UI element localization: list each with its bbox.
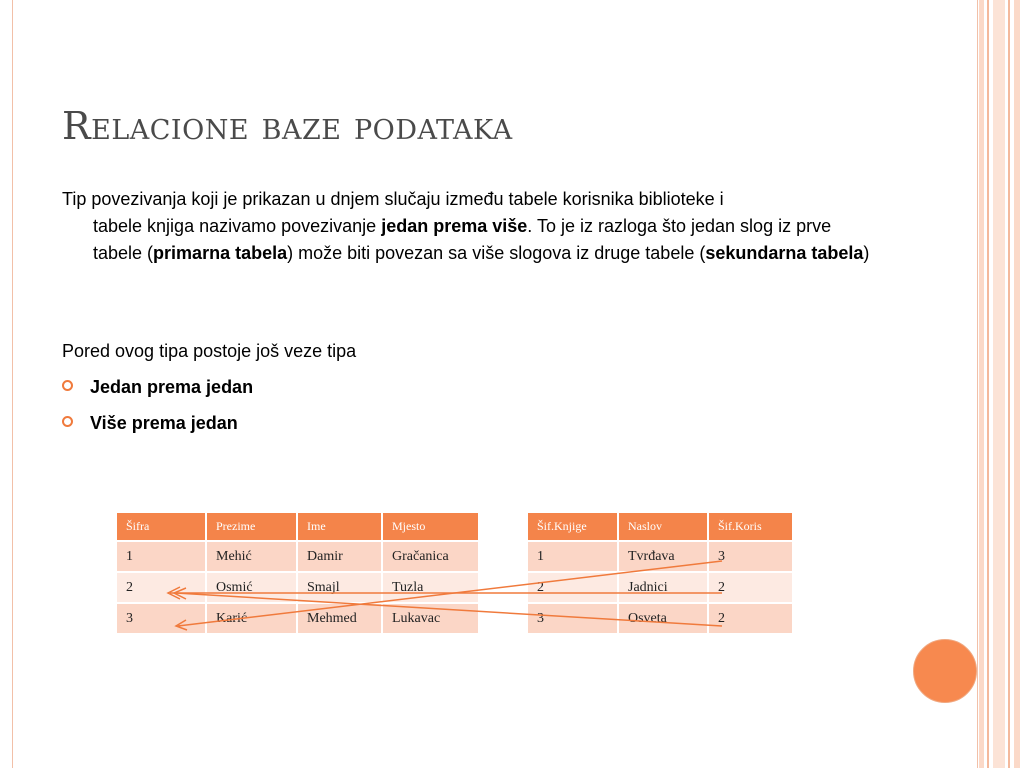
bold-term: jedan prema više bbox=[381, 216, 528, 236]
bullet-item: Više prema jedan bbox=[62, 413, 238, 434]
column-header: Šif.Knjige bbox=[528, 513, 617, 540]
intro-text: Pored ovog tipa postoje još veze tipa bbox=[62, 341, 357, 361]
table-cell: Damir bbox=[298, 542, 381, 571]
table-cell: Jadnici bbox=[619, 573, 707, 602]
table-cell: Mehmed bbox=[298, 604, 381, 633]
table-cell: 1 bbox=[528, 542, 617, 571]
paragraph-line: Tip povezivanja koji je prikazan u dnjem slučaju između tabele korisnika biblioteke i bbox=[62, 189, 724, 209]
table-cell: 3 bbox=[528, 604, 617, 633]
column-header: Mjesto bbox=[383, 513, 478, 540]
table-cell: 2 bbox=[528, 573, 617, 602]
table-cell: Gračanica bbox=[383, 542, 478, 571]
table-cell: 3 bbox=[117, 604, 205, 633]
table-cell: 1 bbox=[117, 542, 205, 571]
relation-line bbox=[176, 593, 722, 626]
table-cell: Smajl bbox=[298, 573, 381, 602]
bold-term: sekundarna tabela bbox=[705, 243, 864, 263]
slide-title: Relacione baze podataka bbox=[62, 104, 513, 148]
table-cell: Osmić bbox=[207, 573, 296, 602]
table-cell: 2 bbox=[117, 573, 205, 602]
bold-term: primarna tabela bbox=[153, 243, 288, 263]
column-header: Šifra bbox=[117, 513, 205, 540]
column-header: Ime bbox=[298, 513, 381, 540]
table-cell: 2 bbox=[709, 573, 792, 602]
column-header: Šif.Koris bbox=[709, 513, 792, 540]
decor-circle bbox=[913, 639, 977, 703]
table-cell: 3 bbox=[709, 542, 792, 571]
table-cell: Mehić bbox=[207, 542, 296, 571]
table-cell: Lukavac bbox=[383, 604, 478, 633]
column-header: Naslov bbox=[619, 513, 707, 540]
bullet-item: Jedan prema jedan bbox=[62, 377, 253, 398]
table-cell: Karić bbox=[207, 604, 296, 633]
table-cell: Osveta bbox=[619, 604, 707, 633]
table-cell: Tuzla bbox=[383, 573, 478, 602]
column-header: Prezime bbox=[207, 513, 296, 540]
table-cell: 2 bbox=[709, 604, 792, 633]
table-cell: Tvrđava bbox=[619, 542, 707, 571]
paragraph-continuation: tabele knjiga nazivamo povezivanje jedan prema više. To je iz razloga što jedan slog iz prve tabele (primarna tabela) može biti povezan sa više slogova iz druge tabele (sekundarna tabela) bbox=[93, 216, 870, 263]
